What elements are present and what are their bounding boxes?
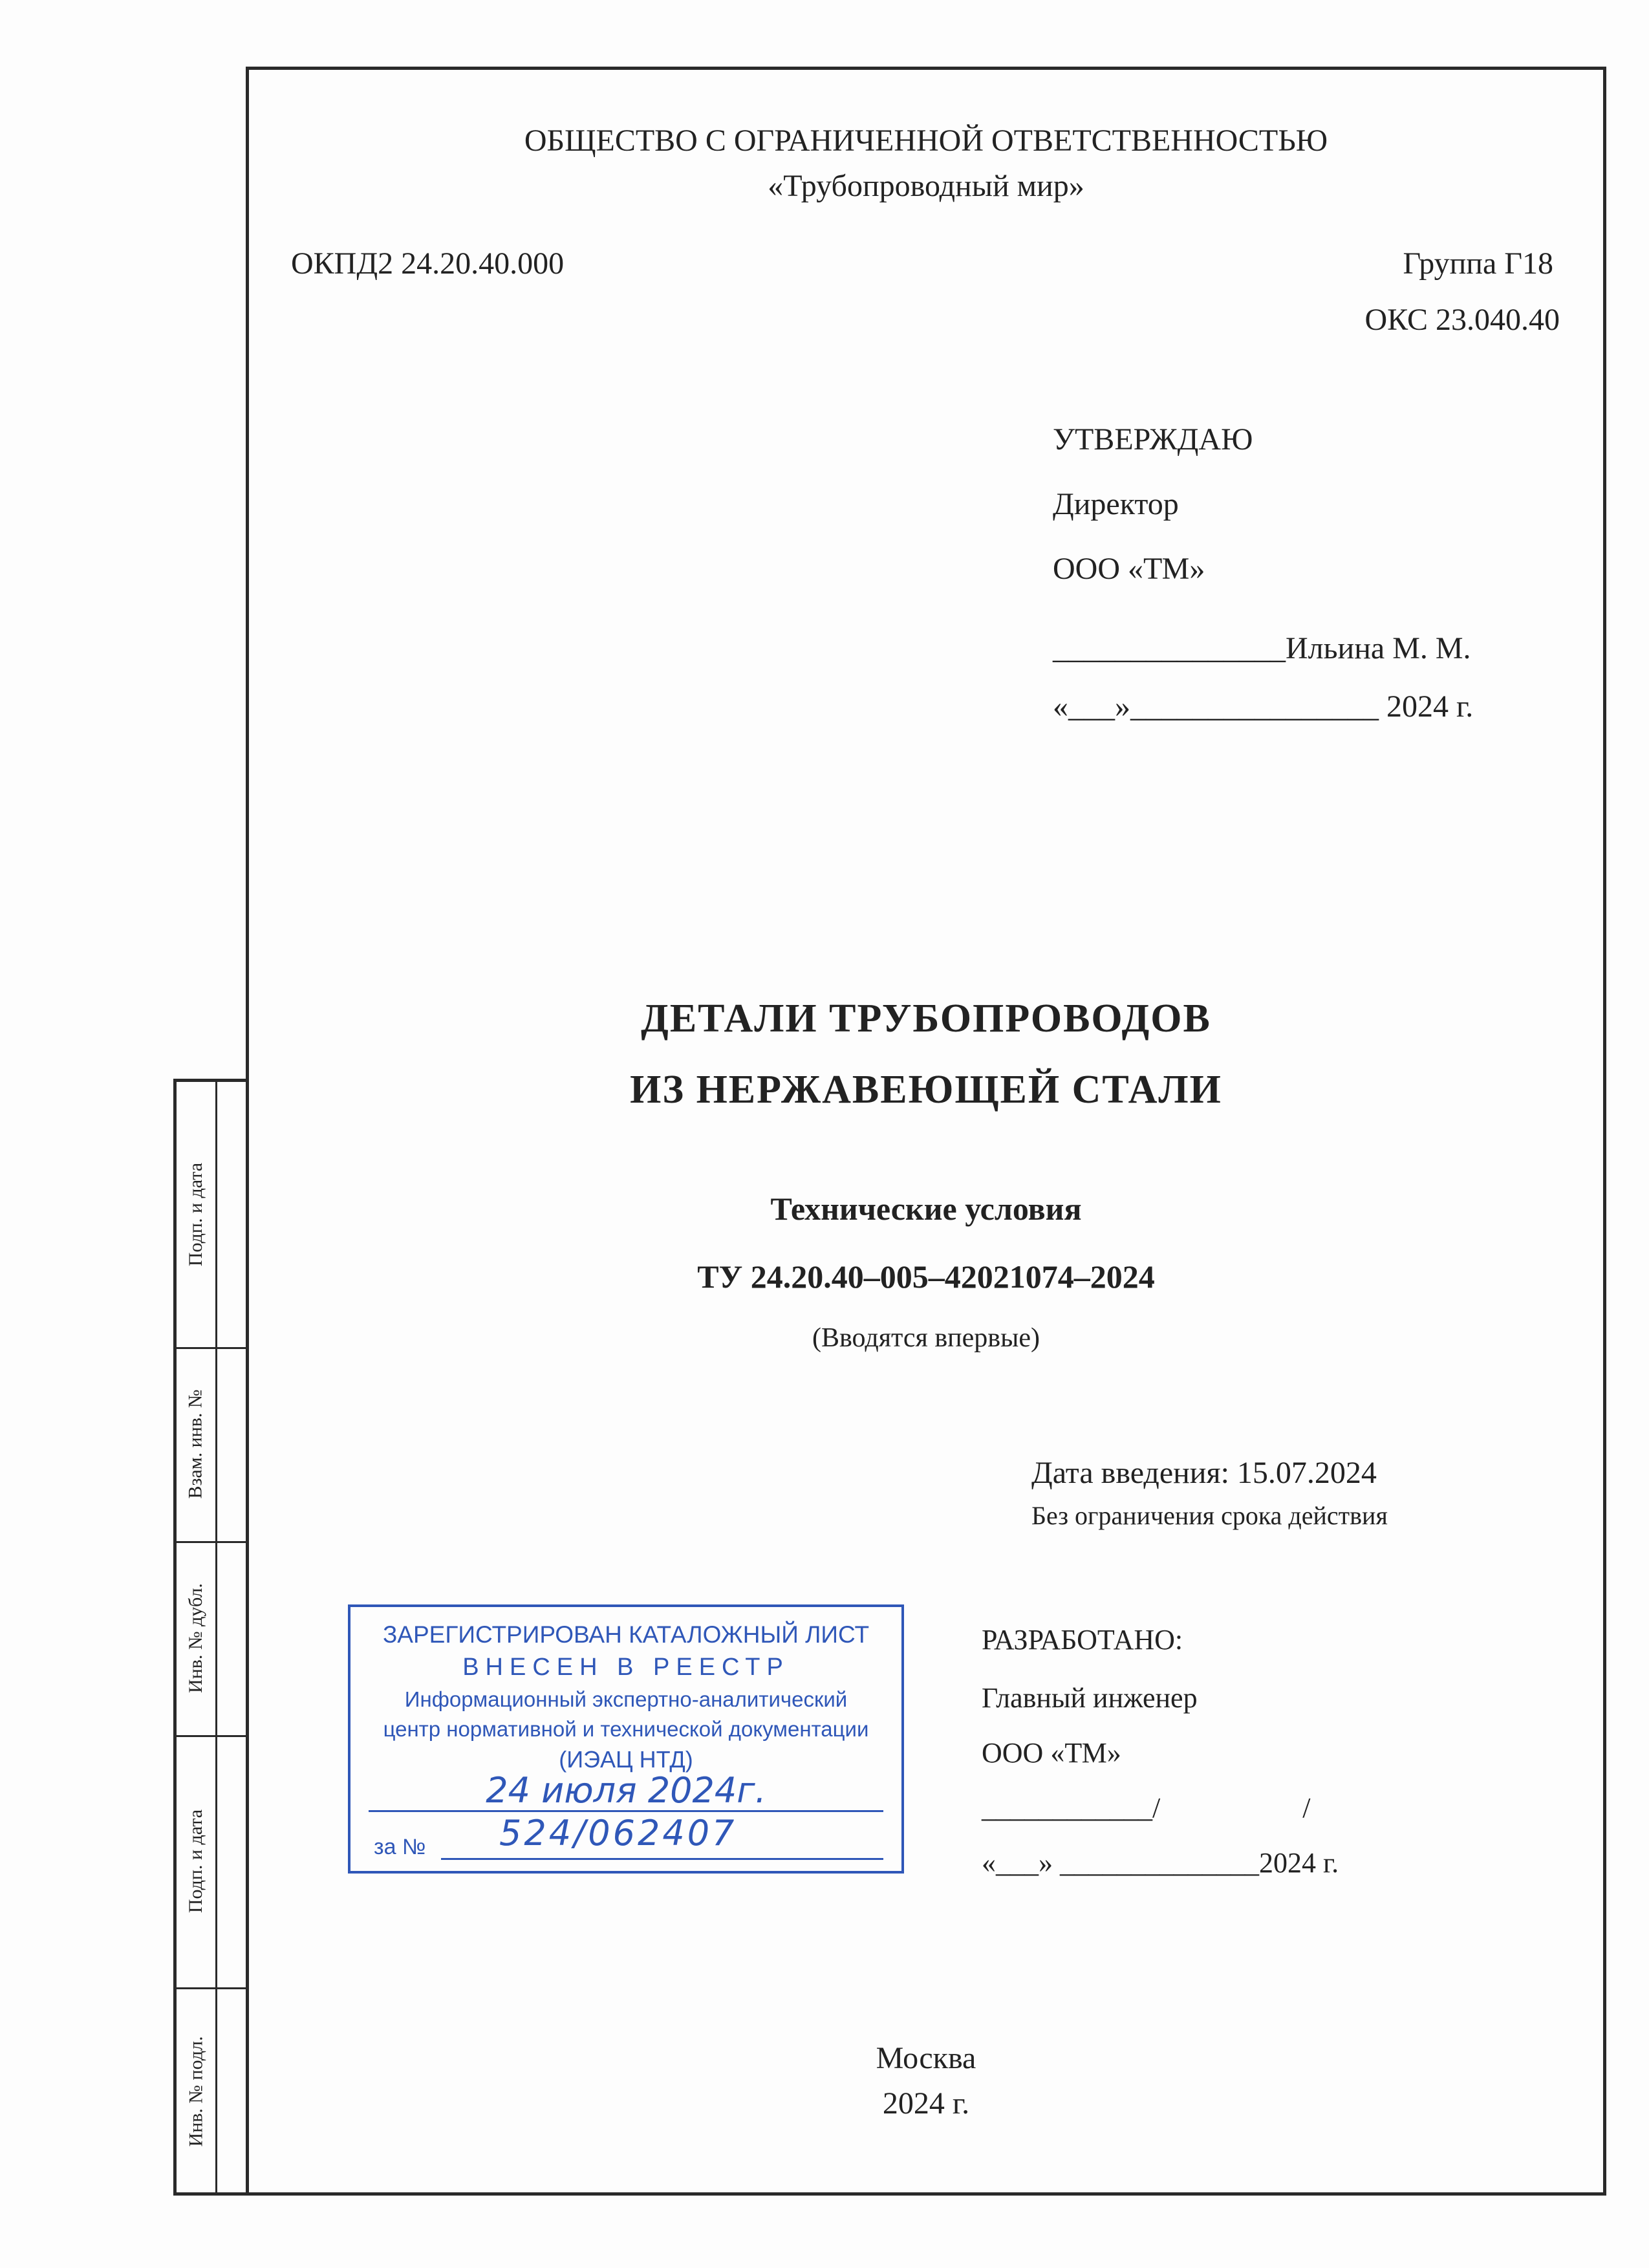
document-title-line2: ИЗ НЕРЖАВЕЮЩЕЙ СТАЛИ: [630, 1068, 1222, 1112]
approval-date-line: «___»________________ 2024 г.: [1053, 689, 1474, 724]
stamp-line4: центр нормативной и технической документации: [383, 1717, 869, 1741]
developed-position: Главный инженер: [982, 1682, 1198, 1714]
side-label-orig-inv: Инв. № подл.: [185, 2036, 206, 2147]
group-code: Группа Г18: [1403, 246, 1553, 281]
org-name-line2: «Трубопроводный мир»: [768, 169, 1084, 203]
stamp-number-label: за №: [374, 1835, 426, 1859]
developed-title: РАЗРАБОТАНО:: [982, 1624, 1183, 1656]
oks-code: ОКС 23.040.40: [1364, 303, 1560, 337]
side-stamp-block: [173, 1079, 246, 2196]
stamp-date-underline: [369, 1810, 883, 1812]
stamp-handwritten-date: 24 июля 2024г.: [486, 1770, 766, 1811]
footer-city: Москва: [876, 2041, 976, 2075]
stamp-number-underline: [441, 1858, 883, 1860]
stamp-line1: ЗАРЕГИСТРИРОВАН КАТАЛОЖНЫЙ ЛИСТ: [382, 1621, 870, 1648]
registry-stamp: [348, 1604, 904, 1874]
validity-term: Без ограничения срока действия: [1031, 1501, 1388, 1530]
side-label-dup-inv: Инв. № дубл.: [185, 1583, 206, 1693]
approval-company: ООО «ТМ»: [1053, 552, 1205, 586]
approval-title: УТВЕРЖДАЮ: [1053, 422, 1253, 457]
document-note: (Вводятся впервые): [812, 1323, 1040, 1353]
side-label-sign-date-1: Подп. и дата: [185, 1162, 206, 1267]
footer-year: 2024 г.: [882, 2086, 970, 2121]
developed-company: ООО «ТМ»: [982, 1737, 1121, 1769]
stamp-handwritten-number: 524/062407: [499, 1813, 737, 1853]
org-name-line1: ОБЩЕСТВО С ОГРАНИЧЕННОЙ ОТВЕТСТВЕННОСТЬЮ: [524, 124, 1328, 158]
document-code: ТУ 24.20.40–005–42021074–2024: [697, 1258, 1155, 1295]
stamp-line5: (ИЭАЦ НТД): [559, 1746, 693, 1773]
introduction-date: Дата введения: 15.07.2024: [1031, 1456, 1377, 1490]
stamp-line2: ВНЕСЕН В РЕЕСТР: [462, 1654, 790, 1681]
developed-signature-line: ____________/ /: [982, 1792, 1311, 1824]
side-block-divider: [215, 1082, 217, 2192]
stamp-line3: Информационный экспертно-аналитический: [404, 1687, 848, 1711]
page-frame: [246, 67, 1606, 2196]
approval-position: Директор: [1053, 487, 1179, 521]
approval-signature-line: _______________Ильина М. М.: [1053, 631, 1471, 665]
developed-date-line: «___» ______________2024 г.: [982, 1847, 1339, 1879]
document-subtitle: Технические условия: [770, 1191, 1082, 1227]
okpd-code: ОКПД2 24.20.40.000: [291, 246, 565, 281]
side-label-replaced-inv: Взам. инв. №: [185, 1389, 206, 1499]
side-label-sign-date-2: Подп. и дата: [185, 1809, 206, 1914]
document-title-line1: ДЕТАЛИ ТРУБОПРОВОДОВ: [641, 997, 1211, 1041]
